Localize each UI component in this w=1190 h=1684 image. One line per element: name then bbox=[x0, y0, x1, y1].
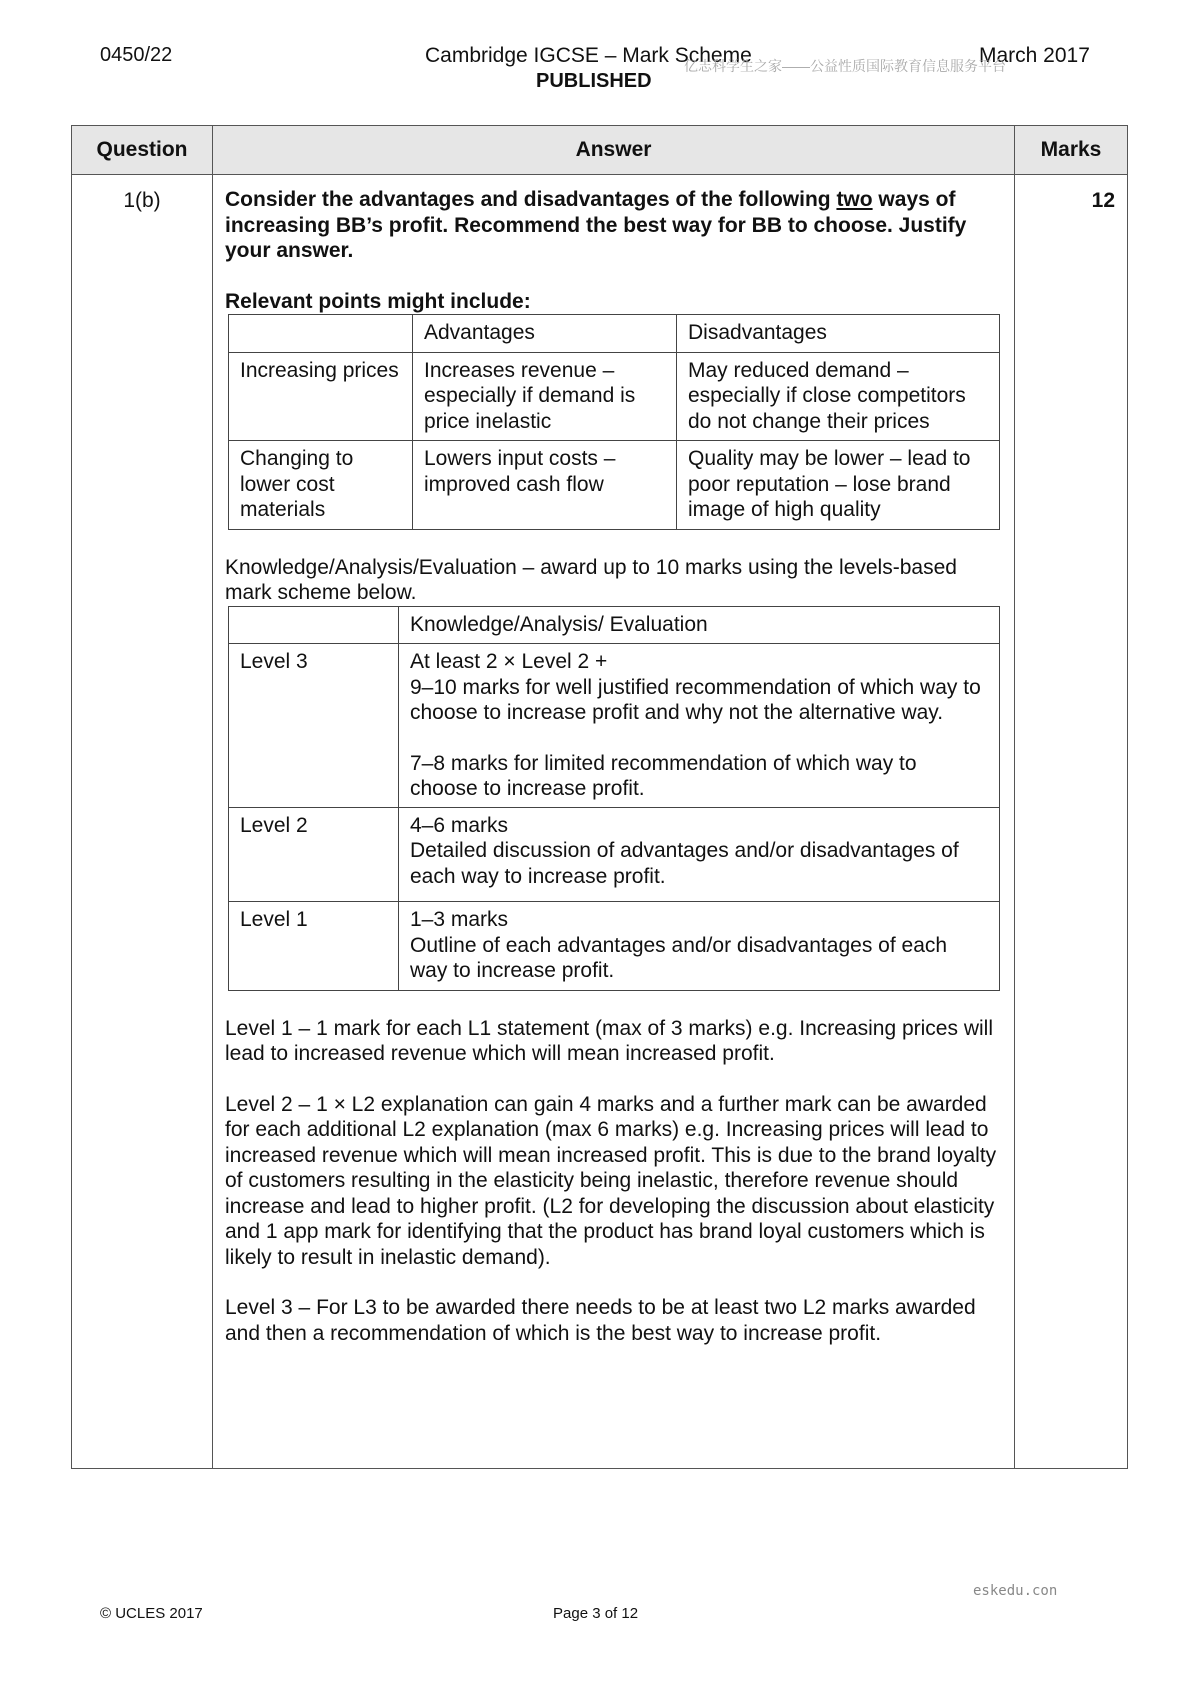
disadvantages-cell: May reduced demand – especially if close competitors do not change their prices bbox=[677, 352, 1000, 441]
header-answer: Answer bbox=[213, 126, 1015, 175]
disadvantages-cell: Quality may be lower – lead to poor reputation – lose brand image of high quality bbox=[677, 441, 1000, 530]
kae-intro: Knowledge/Analysis/Evaluation – award up to 10 marks using the levels-based mark scheme below. bbox=[225, 555, 957, 604]
prompt-underlined-word: two bbox=[836, 188, 873, 211]
points-header-row bbox=[229, 315, 1000, 353]
exam-date: March 2017 bbox=[979, 44, 1090, 67]
level-label: Level 2 bbox=[229, 807, 399, 902]
page-number: Page 3 of 12 bbox=[553, 1605, 639, 1622]
level1-note: Level 1 – 1 mark for each L1 statement (max of 3 marks) e.g. Increasing prices will lead to increased revenue which will mean increased profit. bbox=[225, 1016, 993, 1065]
relevant-points-heading: Relevant points might include: bbox=[225, 289, 531, 313]
level3-note: Level 3 – For L3 to be awarded there needs to be at least two L2 marks awarded and then a recommendation of which is the best way to increase profit. bbox=[225, 1296, 976, 1345]
level2-note: Level 2 – 1 × L2 explanation can gain 4 marks and a further mark can be awarded for each additional L2 explanation (max 6 marks) e.g. Increasing prices will lead to increased revenue which will mean increased profit. This is due to the brand loyalty of customers resulting in the elasticity being inelastic, therefore revenue should increase and lead to higher profit. (L2 for developing the discussion about elasticity and 1 app mark for identifying that the product has brand loyal customers which is likely to result in inelastic demand). bbox=[225, 1092, 997, 1269]
table-header-row bbox=[72, 126, 1128, 175]
points-header-empty bbox=[229, 315, 413, 353]
header-marks: Marks bbox=[1015, 126, 1128, 175]
levels-header-empty bbox=[229, 606, 399, 644]
points-table bbox=[228, 314, 1000, 530]
points-header-advantages: Advantages bbox=[413, 315, 677, 353]
published-label: PUBLISHED bbox=[536, 70, 652, 92]
levels-header-row bbox=[229, 606, 1000, 644]
document-title: Cambridge IGCSE – Mark Scheme bbox=[425, 44, 752, 67]
paper-code: 0450/22 bbox=[100, 44, 173, 66]
advantages-cell: Increases revenue – especially if demand is price inelastic bbox=[413, 352, 677, 441]
level-description: 4–6 marks Detailed discussion of advantages and/or disadvantages of each way to increase profit. bbox=[399, 807, 1000, 902]
way-label: Changing to lower cost materials bbox=[229, 441, 413, 530]
site-watermark: eskedu.con bbox=[973, 1583, 1058, 1599]
level-label: Level 1 bbox=[229, 902, 399, 991]
advantages-cell: Lowers input costs – improved cash flow bbox=[413, 441, 677, 530]
level-label: Level 3 bbox=[229, 644, 399, 808]
points-header-disadvantages: Disadvantages bbox=[677, 315, 1000, 353]
question-number: 1(b) bbox=[72, 175, 213, 1469]
table-row bbox=[229, 644, 1000, 808]
levels-header: Knowledge/Analysis/ Evaluation bbox=[399, 606, 1000, 644]
table-row bbox=[229, 352, 1000, 441]
marks-value: 12 bbox=[1015, 175, 1128, 1469]
table-row bbox=[229, 441, 1000, 530]
level-description: 1–3 marks Outline of each advantages and/or disadvantages of each way to increase profit. bbox=[399, 902, 1000, 991]
question-row bbox=[72, 175, 1128, 1469]
levels-table bbox=[228, 606, 1000, 991]
copyright: © UCLES 2017 bbox=[100, 1605, 203, 1622]
question-prompt: Consider the advantages and disadvantages of the following two ways of increasing BB’s profit. Recommend the best way for BB to choose. Justify your answer. bbox=[225, 188, 967, 262]
mark-scheme-table bbox=[71, 125, 1128, 1469]
header-question: Question bbox=[72, 126, 213, 175]
table-row bbox=[229, 902, 1000, 991]
level-description: At least 2 × Level 2 + 9–10 marks for well justified recommendation of which way to choose to increase profit and why not the alternative way. 7–8 marks for limited recommendation of which way to choose to increase profit. bbox=[399, 644, 1000, 808]
way-label: Increasing prices bbox=[229, 352, 413, 441]
answer-cell bbox=[213, 175, 1015, 1469]
table-row bbox=[229, 807, 1000, 902]
watermark-text: 亿志科学生之家——公益性质国际教育信息服务平台 bbox=[684, 58, 1006, 74]
